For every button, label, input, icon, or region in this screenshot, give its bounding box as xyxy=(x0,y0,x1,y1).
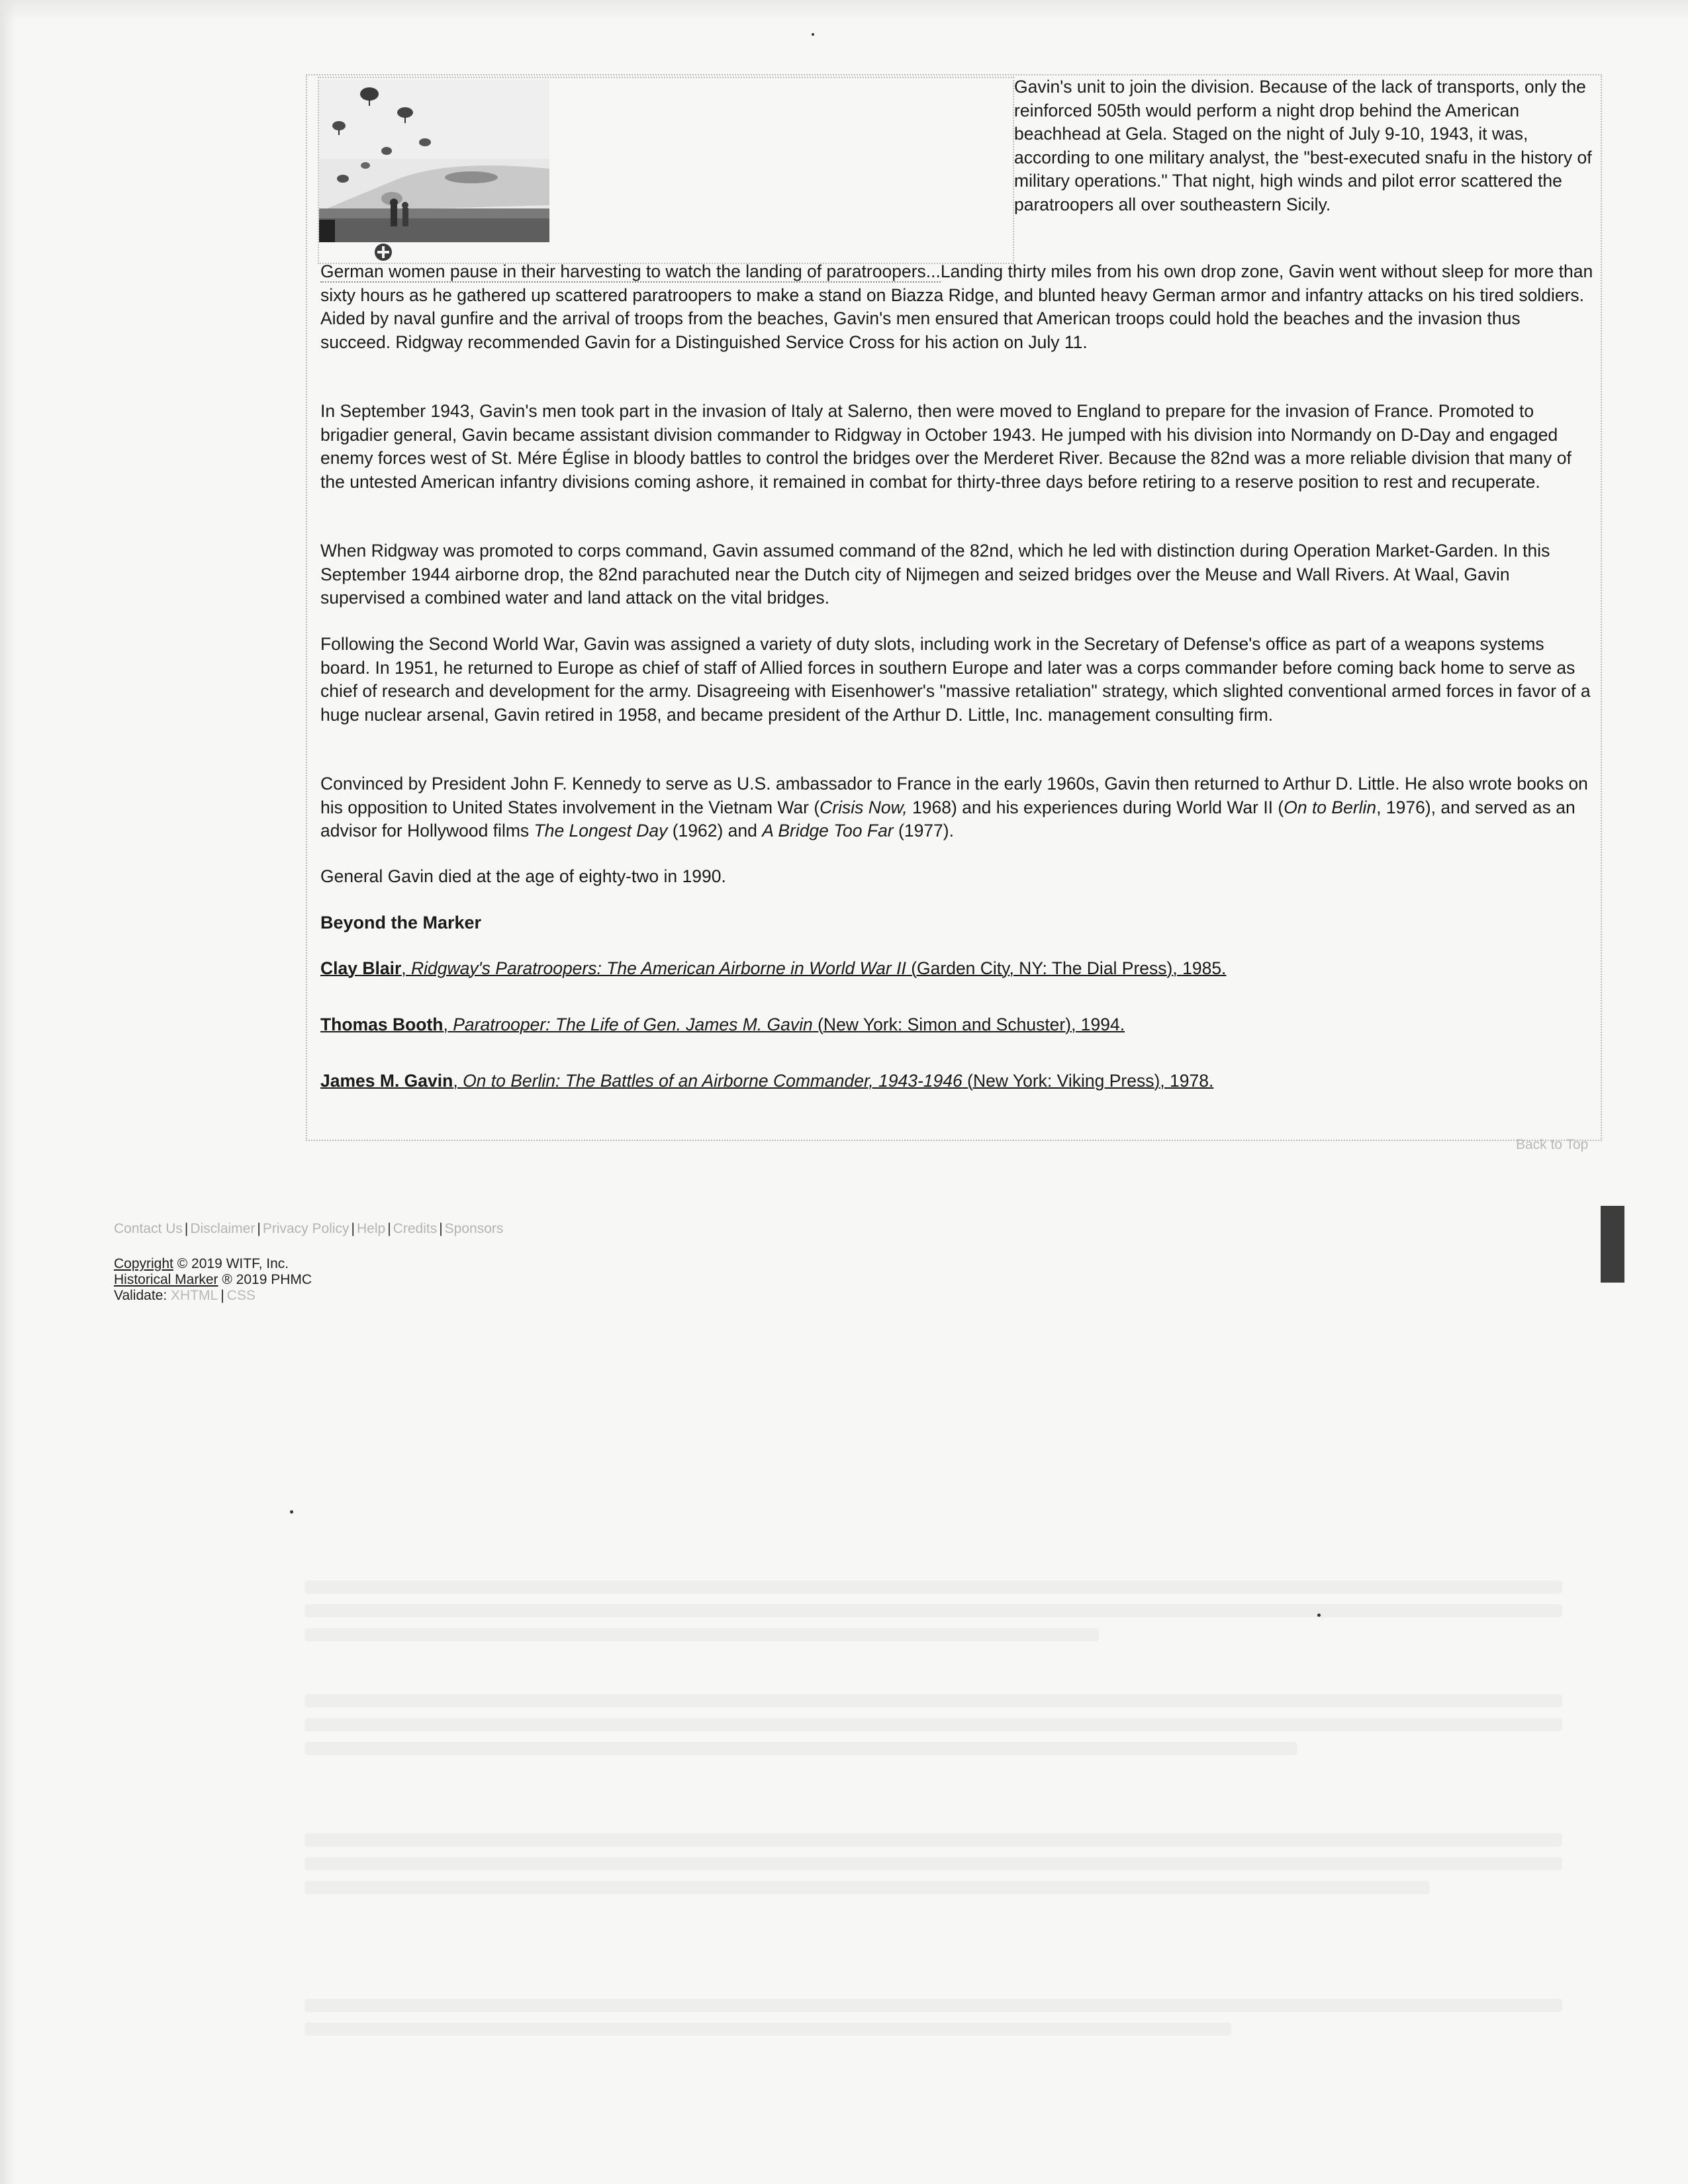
validate-xhtml-link[interactable]: XHTML xyxy=(171,1288,218,1303)
copyright-link[interactable]: Copyright xyxy=(114,1256,173,1271)
footer-link-privacy[interactable]: Privacy Policy xyxy=(262,1221,350,1236)
divider: | xyxy=(257,1221,261,1236)
divider: | xyxy=(439,1221,443,1236)
reference-publisher: (Garden City, NY: The Dial Press), 1985. xyxy=(911,958,1227,978)
plus-circle-icon[interactable] xyxy=(373,242,393,262)
copyright-text: © 2019 WITF, Inc. xyxy=(177,1256,289,1271)
marker-copyright-text: ® 2019 PHMC xyxy=(222,1272,312,1287)
intro-paragraph: Gavin's unit to join the division. Because of the lack of transports, only the reinforced 505th would perform a night drop behind the American beachhead at Gela. Staged on the night of July 9-10, 1943, it was, according to one military analyst, the "best-executed snafu in the history of military operations." That night, high winds and pilot error scattered the paratroopers all over southeastern Sicily. xyxy=(1014,77,1592,214)
back-to-top-link[interactable]: Back to Top xyxy=(1516,1137,1589,1152)
photo-drawing xyxy=(319,79,549,242)
reference-publisher: (New York: Viking Press), 1978. xyxy=(967,1071,1214,1091)
caption-continuation: Landing thirty miles from his own drop zone, Gavin went without sleep for more than sixty hours as he gathered up scattered paratroopers to make a stand on Biazza Ridge, and blunted heavy German armor and infantry attacks on his tired soldiers. Aided by naval gunfire and the arrival of troops from the beaches, Gavin's men ensured that American troops could hold the beaches and the invasion thus succeed. Ridgway recommended Gavin for a Distinguished Service Cross for his action on July 11. xyxy=(320,261,1593,352)
footer-link-credits[interactable]: Credits xyxy=(393,1221,438,1236)
paragraph-postwar: Following the Second World War, Gavin was assigned a variety of duty slots, including work in the Secretary of Defense's office as part of a weapons systems board. In 1951, he returned to Europe as chief of staff of Allied forces in southern Europe and later was a corps commander before coming back home to serve as chief of research and development for the army. Disagreeing with Eisenhower's "massive retaliation" strategy, which slighted conventional armed forces in favor of a huge nuclear arsenal, Gavin retired in 1958, and became president of the Arthur D. Little, Inc. management consulting firm. xyxy=(320,634,1591,725)
scan-shadow-left xyxy=(0,0,16,2184)
text-run: Convinced by President John F. Kennedy to serve as U.S. ambassador to France in the early 1960s, Gavin then returned to Arthur D. Little. He also wrote books on his opposition to United States involvement in the Vietnam War ( xyxy=(320,774,1588,817)
footer-marker-copyright xyxy=(114,1272,312,1288)
book-title: Crisis Now, xyxy=(820,797,908,817)
reference-publisher: (New York: Simon and Schuster), 1994. xyxy=(818,1015,1125,1034)
caption-paragraph xyxy=(320,260,1594,354)
text-run: 1968) and his experiences during World War II ( xyxy=(907,797,1284,817)
validate-label: Validate: xyxy=(114,1288,167,1303)
bleed-through-line xyxy=(305,1694,1562,1707)
bleed-through-line xyxy=(305,1881,1430,1894)
validate-css-link[interactable]: CSS xyxy=(226,1288,256,1303)
reference-title: Ridgway's Paratroopers: The American Airborne in World War II xyxy=(411,958,906,978)
scrollbar-thumb[interactable] xyxy=(1601,1206,1624,1283)
footer-validate xyxy=(114,1288,256,1304)
historical-marker-link[interactable]: Historical Marker xyxy=(114,1272,218,1287)
text-run: , 1976), and served as an advisor for Hollywood films xyxy=(320,797,1575,841)
scan-shadow-top xyxy=(0,0,1688,20)
footer-link-contact[interactable]: Contact Us xyxy=(114,1221,183,1236)
bleed-through-line xyxy=(305,1999,1562,2012)
paratroopers-photo[interactable] xyxy=(319,79,549,242)
reference-title: On to Berlin: The Battles of an Airborne Commander, 1943-1946 xyxy=(463,1071,962,1091)
divider: | xyxy=(351,1221,355,1236)
scan-speck xyxy=(812,33,814,36)
footer-link-disclaimer[interactable]: Disclaimer xyxy=(190,1221,256,1236)
book-title: On to Berlin xyxy=(1284,797,1377,817)
bleed-through-line xyxy=(305,1580,1562,1594)
text-run: (1962) and xyxy=(667,821,763,841)
footer-copyright xyxy=(114,1256,289,1272)
divider: | xyxy=(220,1288,224,1303)
paragraph-death: General Gavin died at the age of eighty-two in 1990. xyxy=(320,866,726,886)
reference-author: Thomas Booth xyxy=(320,1015,444,1034)
beyond-the-marker-heading: Beyond the Marker xyxy=(320,913,482,933)
bleed-through-line xyxy=(305,1628,1099,1641)
reference-link[interactable]: James M. Gavin, On to Berlin: The Battles of an Airborne Commander, 1943-1946 (New York: Viking Press), 1978. xyxy=(320,1071,1214,1091)
reference-link[interactable]: Clay Blair, Ridgway's Paratroopers: The American Airborne in World War II (Garden City, NY: The Dial Press), 1985. xyxy=(320,958,1227,978)
bleed-through-line xyxy=(305,1857,1562,1870)
bleed-through-line xyxy=(305,1604,1562,1617)
footer-link-sponsors[interactable]: Sponsors xyxy=(444,1221,504,1236)
reference-author: James M. Gavin xyxy=(320,1071,453,1091)
reference-link[interactable]: Thomas Booth, Paratrooper: The Life of Gen. James M. Gavin (New York: Simon and Schuster), 1994. xyxy=(320,1015,1125,1034)
bleed-through-line xyxy=(305,1718,1562,1731)
bleed-through-line xyxy=(305,1742,1297,1755)
text-run: (1977). xyxy=(893,821,954,841)
bleed-through-line xyxy=(305,2023,1231,2036)
divider: | xyxy=(387,1221,391,1236)
divider: | xyxy=(184,1221,189,1236)
footer-link-help[interactable]: Help xyxy=(357,1221,386,1236)
paragraph-ambassador xyxy=(320,772,1594,843)
bleed-through-line xyxy=(305,1833,1562,1846)
reference-title: Paratrooper: The Life of Gen. James M. Gavin xyxy=(453,1015,813,1034)
paragraph-salerno: In September 1943, Gavin's men took part in the invasion of Italy at Salerno, then were moved to England to prepare for the invasion of France. Promoted to brigadier general, Gavin became assistant division commander to Ridgway in October 1943. He jumped with his division into Normandy on D-Day and engaged enemy forces west of St. Mére Église in bloody battles to control the bridges over the Merderet River. Because the 82nd was a more reliable division that many of the untested American infantry divisions coming ashore, it remained in combat for thirty-three days before retiring to a reserve position to rest and recuperate. xyxy=(320,401,1571,492)
reference-author: Clay Blair xyxy=(320,958,402,978)
film-title: A Bridge Too Far xyxy=(762,821,894,841)
photo-caption: German women pause in their harvesting to watch the landing of paratroopers... xyxy=(320,261,941,281)
footer-links xyxy=(114,1221,503,1237)
paragraph-market-garden: When Ridgway was promoted to corps command, Gavin assumed command of the 82nd, which he led with distinction during Operation Market-Garden. In this September 1944 airborne drop, the 82nd parachuted near the Dutch city of Nijmegen and seized bridges over the Meuse and Wall Rivers. At Waal, Gavin supervised a combined water and land attack on the vital bridges. xyxy=(320,541,1550,608)
film-title: The Longest Day xyxy=(534,821,668,841)
scan-speck xyxy=(290,1510,293,1514)
